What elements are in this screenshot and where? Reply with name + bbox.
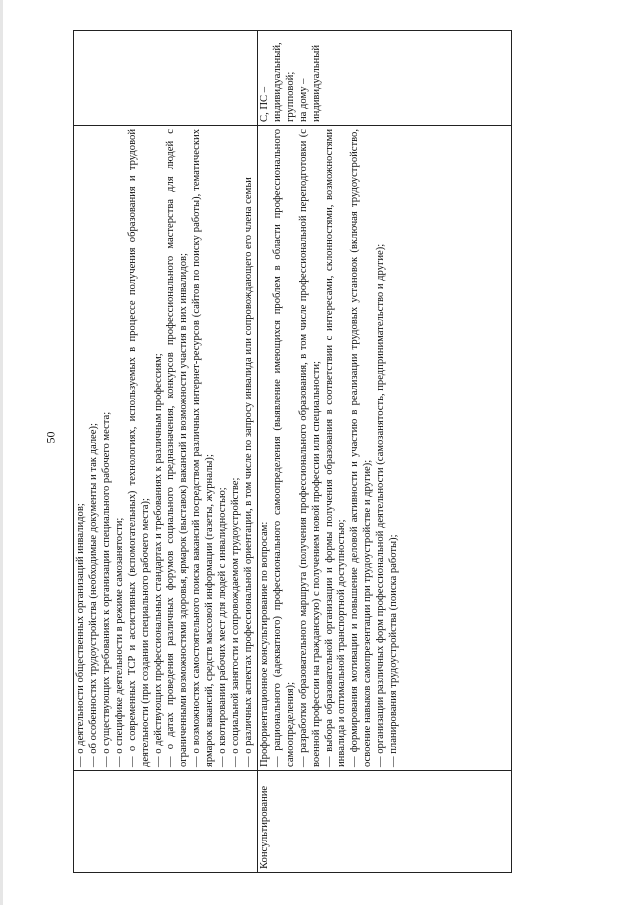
list-item: — о специфике деятельности в режиме самозанятости; (113, 517, 125, 767)
service-form-cell (74, 31, 258, 126)
form-line: на дому – (297, 78, 309, 122)
form-line: индивидуальный (310, 45, 322, 122)
list-item: — формирования мотивации и повышение деловой активности и участию в реализации трудовых установок (включая трудоустройство, освоение навыков самопрезентации при трудоустройстве и другие); (349, 129, 374, 767)
service-name-label: Консультирование (258, 785, 270, 869)
list-item: — выбора образовательной организации и формы получения образования в соответствии с интересами, склонностями, возможностями инвалида и оптимальной транспортной доступностью; (323, 129, 348, 767)
form-line: групповой; (284, 71, 296, 122)
list-item: — разработки образовательного маршрута (получения профессионального образования, в том числе профессиональной переподготовки (с военной профессии на гражданскую) с получением новой профессии или специальности; (297, 129, 322, 767)
service-name-cell (257, 771, 511, 873)
list-item: — о современных ТСР и ассистивных (вспомогательных) технологиях, используемых в процессе получения образования и трудовой деятельности (при создании специального рабочего места); (126, 129, 151, 767)
form-line: С, ПС – (258, 86, 270, 122)
list-item: — о различных аспектах профессиональной ориентации, в том числе по запросу инвалида или сопровождающего его члена семьи (242, 177, 254, 767)
list-item: — о деятельности общественных организаций инвалидов; (75, 503, 86, 767)
list-item: — о существующих требованиях к организации специального рабочего места; (100, 411, 112, 767)
service-form-cell (257, 31, 511, 126)
list-item: — рационального (адекватного) профессионального самоопределения (выявление имеющихся проблем в области профессионального самоопределения); (271, 129, 296, 767)
services-table (73, 30, 512, 873)
service-content-cell (74, 126, 258, 771)
list-item: — о социальной занятости и сопровождаемом трудоустройстве; (230, 477, 242, 767)
list-item: — о действующих профессиональных стандартах и требованиях к различным профессиям; (152, 353, 164, 767)
list-item: — организации различных форм профессиональной деятельности (самозанятость, предпринимательство и другие); (375, 243, 387, 767)
list-item: — о возможностях самостоятельного поиска вакансий посредством различных интернет-ресурсов (сайтов по поиску работы), тематических ярмарок вакансий, средств массовой информации (газеты, журналы); (191, 129, 216, 767)
form-line: индивидуальный, (271, 42, 283, 122)
service-name-cell (74, 771, 258, 873)
table-row (74, 31, 258, 873)
list-item: — о датах проведения различных форумов социального предназначения, конкурсов профессионального мастерства для людей с ограниченными возможностями здоровья, ярмарок (выставок) вакансий и возможности участия в них инвалидов; (165, 129, 190, 767)
list-heading: Профориентационное консультирование по вопросам: (258, 521, 270, 767)
list-item: — о квотировании рабочих мест для людей с инвалидностью; (217, 487, 229, 767)
list-item: — планирования трудоустройства (поиска работы); (388, 534, 400, 767)
list-item: — об особенностях трудоустройства (необходимые документы и так далее); (87, 423, 99, 767)
page-number: 50 (43, 431, 58, 444)
service-content-cell (257, 126, 511, 771)
rotated-document (73, 30, 411, 873)
table-row (257, 31, 511, 873)
